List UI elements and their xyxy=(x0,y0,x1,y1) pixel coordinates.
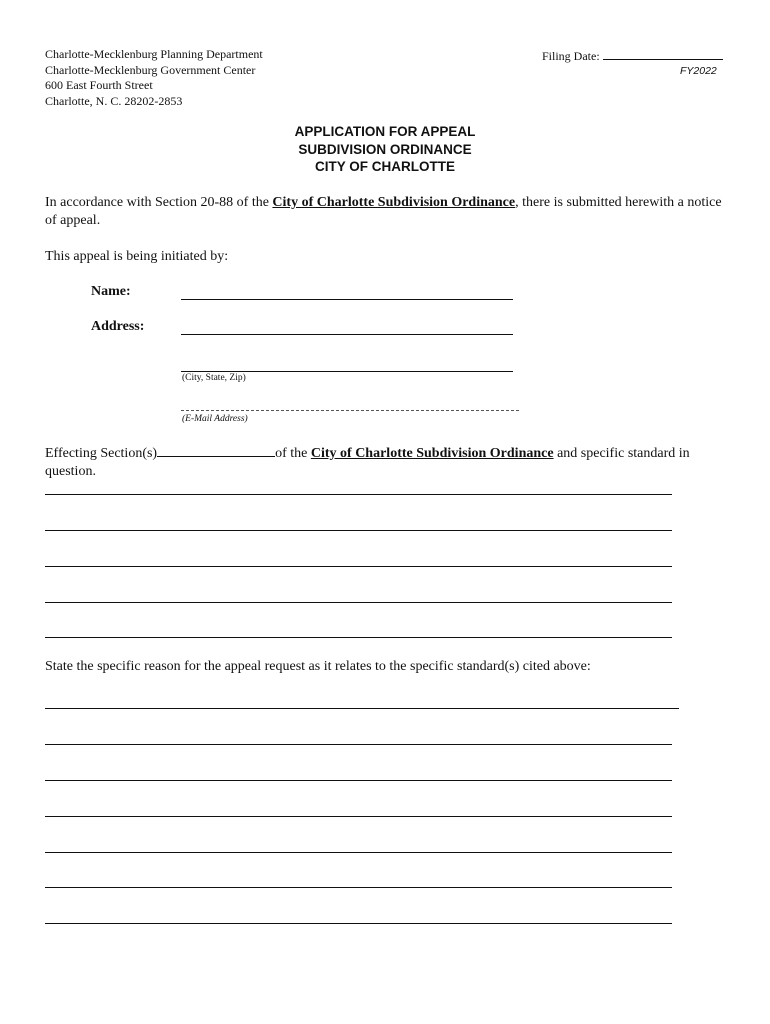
filing-date-blank[interactable] xyxy=(603,47,723,60)
initiated-by-text: This appeal is being initiated by: xyxy=(45,249,229,264)
reason-answer-line[interactable] xyxy=(45,708,679,709)
effecting-text-middle: of the xyxy=(275,446,311,461)
effecting-section-blank[interactable] xyxy=(157,444,275,457)
address-label: Address: xyxy=(91,319,145,334)
reason-answer-line[interactable] xyxy=(45,887,672,888)
city-state-zip-hint: (City, State, Zip) xyxy=(182,373,246,383)
standard-answer-line[interactable] xyxy=(45,637,672,638)
address-field[interactable] xyxy=(181,334,513,335)
intro-text-before: In accordance with Section 20-88 of the xyxy=(45,195,273,210)
address-line: Charlotte-Mecklenburg Planning Department xyxy=(45,47,263,61)
intro-text-after: , there is submitted herewith a notice of appeal. xyxy=(45,195,722,228)
reason-answer-line[interactable] xyxy=(45,780,672,781)
reason-prompt: State the specific reason for the appeal request as it relates to the specific standard(s) cited above: xyxy=(45,659,591,674)
fiscal-year-label: FY2022 xyxy=(680,65,717,77)
reason-answer-line[interactable] xyxy=(45,816,672,817)
address-line: Charlotte, N. C. 28202-2853 xyxy=(45,93,183,108)
title-line-1: APPLICATION FOR APPEAL xyxy=(294,124,476,139)
standard-answer-line[interactable] xyxy=(45,494,672,495)
ordinance-name: City of Charlotte Subdivision Ordinance xyxy=(272,195,516,210)
standard-answer-line[interactable] xyxy=(45,602,672,603)
effecting-text-before: Effecting Section(s) xyxy=(45,446,158,461)
effecting-text-after: and specific standard in question. xyxy=(45,446,690,479)
intro-paragraph xyxy=(45,194,730,230)
reason-answer-line[interactable] xyxy=(45,852,672,853)
filing-date-field xyxy=(542,47,723,64)
department-address-block xyxy=(45,47,263,109)
name-label: Name: xyxy=(91,284,131,299)
filing-date-label: Filing Date: xyxy=(542,49,600,63)
email-field[interactable] xyxy=(181,410,519,411)
name-field[interactable] xyxy=(181,299,513,300)
email-hint: (E-Mail Address) xyxy=(182,414,248,424)
standard-answer-line[interactable] xyxy=(45,566,672,567)
form-title xyxy=(0,123,770,176)
city-state-zip-field[interactable] xyxy=(181,371,513,372)
address-line: Charlotte-Mecklenburg Government Center xyxy=(45,62,256,77)
effecting-section-paragraph xyxy=(45,444,730,481)
title-line-3: CITY OF CHARLOTTE xyxy=(315,159,455,174)
address-line: 600 East Fourth Street xyxy=(45,78,153,92)
standard-answer-line[interactable] xyxy=(45,530,672,531)
ordinance-name: City of Charlotte Subdivision Ordinance xyxy=(310,446,554,461)
title-line-2: SUBDIVISION ORDINANCE xyxy=(298,141,472,157)
reason-answer-line[interactable] xyxy=(45,744,672,745)
reason-answer-line[interactable] xyxy=(45,923,672,924)
